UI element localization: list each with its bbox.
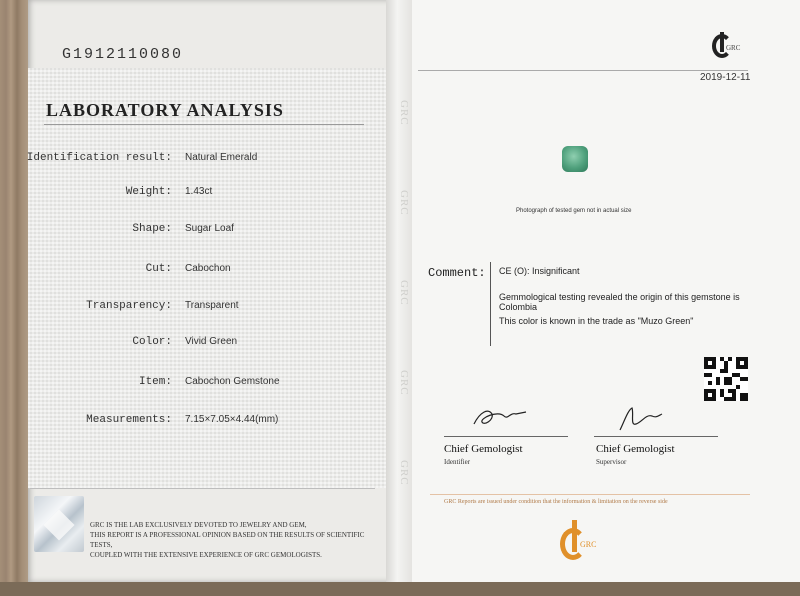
lab-disclaimer (90, 520, 380, 560)
comment-line: Gemmological testing revealed the origin of this gemstone is (499, 292, 740, 302)
gem-photo (562, 146, 588, 172)
comment-line: CE (O): Insignificant (499, 266, 580, 276)
binding-strip (386, 0, 414, 586)
signer-title: Chief Gemologist (596, 443, 675, 455)
disclaimer-line: COUPLED WITH THE EXTENSIVE EXPERIENCE OF GRC GEMOLOGISTS. (90, 551, 322, 559)
row-value: Natural Emerald (185, 152, 258, 163)
analysis-row-item (40, 376, 380, 394)
comment-label: Comment: (428, 266, 486, 280)
analysis-row-color (40, 336, 380, 354)
row-value: 1.43ct (185, 186, 213, 197)
comment-divider (490, 262, 491, 346)
row-label: Shape: (132, 223, 172, 235)
row-value: Cabochon (185, 263, 231, 274)
disclaimer-line: THIS REPORT IS A PROFESSIONAL OPINION BASED ON THE RESULTS OF SCIENTIFIC TESTS, (90, 531, 365, 549)
row-value: 7.15×7.05×4.44(mm) (185, 414, 279, 425)
header-divider (418, 70, 748, 71)
hologram-seal (34, 496, 84, 552)
left-page (28, 0, 400, 582)
report-condition-note: GRC Reports are issued under condition that the information & limitation on the reverse side (444, 499, 668, 505)
row-value: Transparent (185, 300, 239, 311)
watermark-text: GRC (398, 280, 410, 306)
row-label: Cut: (145, 263, 172, 275)
comment-line: Colombia (499, 302, 538, 312)
signature-identifier (470, 402, 530, 432)
row-label: Color: (132, 336, 172, 348)
watermark-text: GRC (398, 100, 410, 126)
signer-role: Identifier (444, 458, 471, 466)
row-label: Measurements: (86, 414, 172, 426)
signature-line (594, 436, 718, 437)
footer-divider (430, 494, 750, 495)
watermark-text: GRC (398, 370, 410, 396)
signer-title: Chief Gemologist (444, 443, 523, 455)
grc-bottom-logo: GRC (560, 518, 610, 568)
grc-logo: GRC (712, 32, 752, 62)
analysis-row-measurements (40, 414, 380, 432)
watermark-text: GRC (398, 460, 410, 486)
disclaimer-line: GRC IS THE LAB EXCLUSIVELY DEVOTED TO JEWELRY AND GEM, (90, 521, 307, 529)
watermark-text: GRC (398, 190, 410, 216)
page-title: LABORATORY ANALYSIS (46, 100, 284, 120)
analysis-row-cut (40, 263, 380, 281)
row-label: Identification result: (26, 152, 172, 164)
title-divider (44, 124, 364, 125)
analysis-row-weight (40, 186, 380, 204)
photo-caption: Photograph of tested gem not in actual size (516, 208, 632, 214)
row-label: Item: (138, 376, 172, 388)
analysis-row-shape (40, 223, 380, 241)
row-label: Transparency: (86, 300, 172, 312)
issue-date: 2019-12-11 (700, 72, 751, 83)
analysis-row-identification (26, 152, 380, 170)
row-value: Cabochon Gemstone (185, 376, 280, 387)
wooden-table-edge (0, 0, 30, 596)
bottom-shadow (0, 582, 800, 596)
row-label: Weight: (125, 186, 172, 198)
comment-line: This color is known in the trade as "Muzo Green" (499, 316, 694, 326)
signature-line (444, 436, 568, 437)
certificate-number: G1912110080 (62, 46, 184, 63)
signer-role: Supervisor (596, 458, 627, 466)
row-value: Vivid Green (185, 336, 238, 347)
footer-divider (30, 488, 375, 489)
row-value: Sugar Loaf (185, 223, 234, 234)
signature-supervisor (616, 404, 666, 434)
qr-code (704, 356, 748, 402)
analysis-row-transparency (40, 300, 380, 318)
